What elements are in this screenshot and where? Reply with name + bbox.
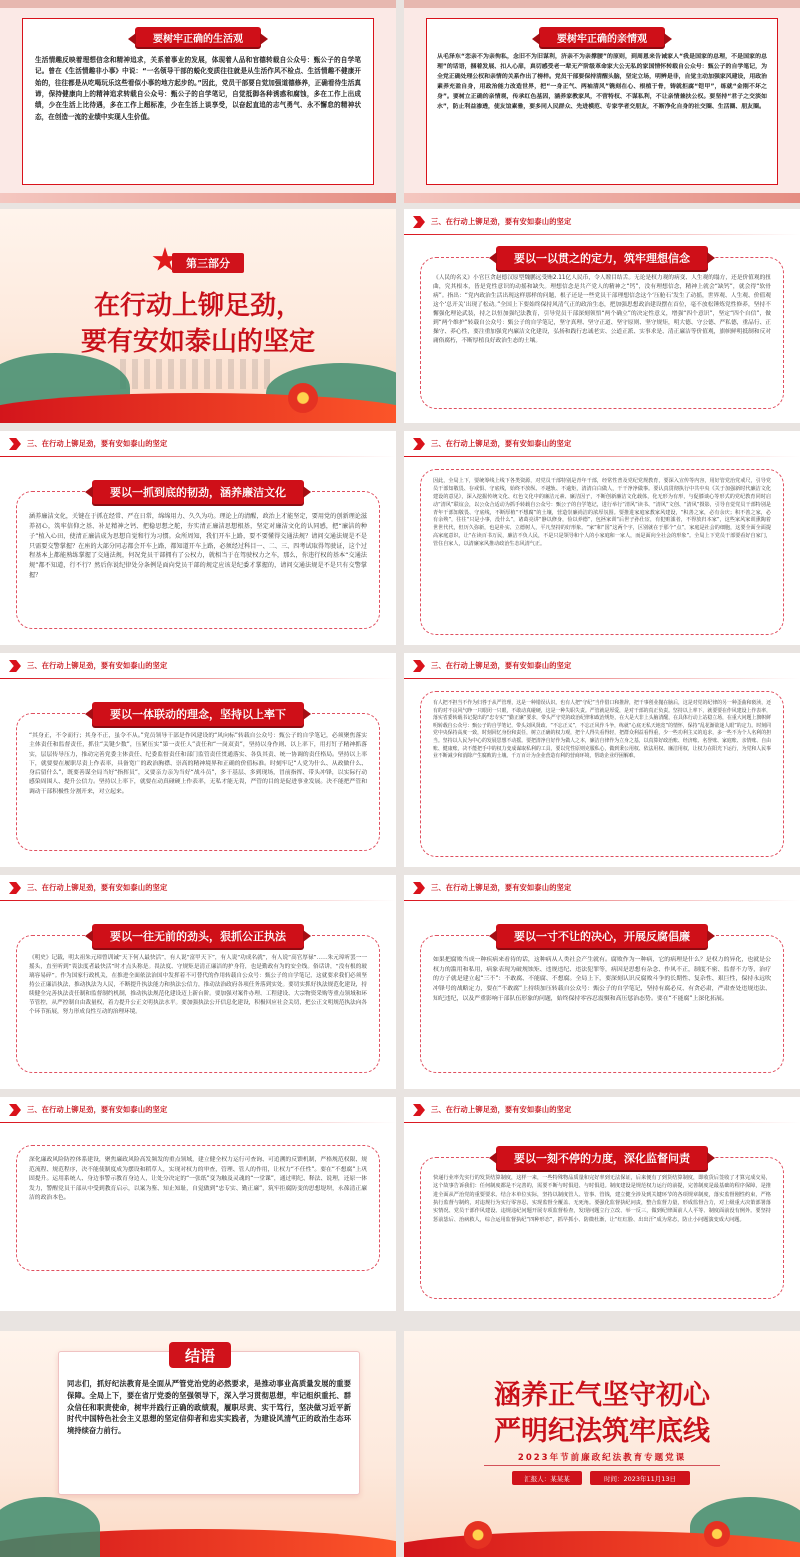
cover-title-line1: 在行动上铆足劲， — [93, 291, 302, 321]
chevron-icon — [9, 438, 21, 450]
section-header — [0, 1097, 396, 1123]
reporter-box — [512, 1471, 582, 1485]
slide-lead-by-example — [0, 653, 396, 867]
content-card — [16, 930, 380, 1073]
content-card — [420, 691, 784, 857]
section-pill: 要以一以贯之的定力，筑牢理想信念 — [496, 246, 708, 270]
section-header — [0, 875, 396, 901]
section-pill: 要以一体联动的理念，坚持以上率下 — [92, 702, 304, 726]
section-pill: 要以一刻不停的力度，深化监督问责 — [496, 1146, 708, 1170]
section-header-text: 三、在行动上铆足劲，要有安如泰山的坚定 — [27, 661, 168, 670]
slide-body-text: 因此，全局上下，要统筹线上线下各类资源，对党员干部特别是青年干部，经常性普及党纪党规教育，要深入宣传等内容，用好管党治党戒尺，引导党员干部知敬畏、存戒惧、守底线，始终不放纵、不越轨、不逾矩，清清白白做人，干干净净做事。要认真贯彻执行中共中央《关于加强新时代廉洁文化建设的意见》，深入挖掘传统文化、红色文化中的廉洁元素、廉洁因子，不断创新廉洁文化载体，化无形为有形，与促膝谈心等形式的党纪教育同时启动“清风”联谊会，以公众合适动为抓手转载自公众号：甄公子的自学笔记，进行举行“清风”读书、“清风”文创、“清风”摄影，引导自觉党员干部特别是青年干部知敬畏、守底线，不断厚植“不想腐”的土壤，营造崇廉尚洁的浓厚氛围。要推进家庭家教家风建设，“积善之家，必有余庆；积不善之家，必有余殃”，往往“只是小事，没什么”，诸葛亮讲“静以修身，俭以养德”，包拯家训“后世子孙仕宦，有犯赃滥者，不得放归本家”，这些家风家训熏陶着世世代代，但历久弥新，也是朴实、立德树人，平凡坚持的好形象。“家”和“国”这两个字，区别就在于那个“点”，家庭是社会的细胞，这要全面全面提高家庭意识，让“在读百书万民，廉洁不负人民，不是只是领导和个人的小家庭和一家人，而是面向全社会的形象”。全局上下党员干部要看好自家门，管住自家人，以清廉家风推动政治生态风清气正。 — [433, 478, 771, 548]
ending-title-line1: 涵养正气坚守初心 — [494, 1380, 710, 1411]
slide-supervision — [404, 1097, 800, 1311]
bottom-strip — [0, 193, 396, 203]
ending-title-line2: 严明纪法筑牢底线 — [494, 1416, 710, 1447]
slide-body-text: 《明史》记载，明太祖朱元璋曾训诫“天下何人最快活”，有人说“富甲天下”，有人说“功成名就”，有人说“高官厚禄”……朱元璋听罢一一摇头，直至听到“畏法度者最快活”时才点头称是。畏法度、守规矩是清正廉洁的护身符，也是勤政有为的安全线。俗话讲，“没有根的玻璃容易碎”。作为国家行政机关，在推进全面依法治国中发挥着不可替代的作用转载自公众号：甄公子的自学笔记，这就要求我们必须坚持公正廉洁执法，推动执法为人民，不断提升执法能力和执法公信力，推动法治政府各项任务落到实处。要切实抓好执法规范化建设，持续健全完善执法责任制和监督制约机制，推动执法规范化建设迈上新台阶。要加强对案件办理、工程建设、大宗物资采购等重点领域和环节管控，从严控制自由裁量权，着力提升公正文明执法水平。要加强执法公开信息化建设，积极回应社会关切，把公正文明规范执法向各个环节拓展，努力形成良性互动的治理环境。 — [29, 955, 367, 1015]
flower-decoration — [464, 1521, 492, 1549]
section-header — [404, 653, 800, 679]
slide-anti-corruption — [404, 875, 800, 1089]
content-card — [420, 930, 784, 1073]
section-header — [404, 1097, 800, 1123]
slide-life-view — [0, 0, 396, 203]
bottom-strip — [404, 193, 800, 203]
slide-body-text: 有人把不担当不作为归咎于从严管理，这是一种错误认识。也有人把“守纪”当作借口和推辞，把干事创业抛在脑后，这是对党的纪律的另一种歪曲和亵渎，还有的对不良风气睁一只眼闭一只眼，不敢动真碰硬，这是一种失职失责。严管就是厚爱，是对干部的真正负责。坚持以上率下，就要要在作风建设上作表率，落实省委转载书记提出的“忠专实”“勤正廉”要求，带头严守党的政治纪律和政治规矩，在大是大非上头脑清醒，在具体行动上站稳立场，在重大问题上旗帜鲜明转载自公众号：甄公子的自学笔记，带头刘风贤政、“不忘正义”，不忘正风作斗争，练就“心底无私天地宽”的情怀，保持“乱花渐欲迷人眼”的定力。时刻同党中央保持高度一致，时刻回忆身份和责任，树立正确的权力观，把个人得失看得轻，把群众利益看得重，少一些功利主义的追求，多一些不为个人名利的担当。坚持以人民为中心的发展思想不动摇。要把清净自好作为做人之本，廉洁自律作为立身之基，以真算好政治账、经济账、名誉账、家庭账、亲情账、自由账、健康账，决不能把手中的权力变成谋取私利的工具，要以党性原则克服私心，做到秉公用权、依法用权、廉洁用权，让权力在阳光下运行，为党和人民事业不断减少和消除产生腐败的土壤。千万百计为企业营造有利的营商环境，帮助企业纾困解难。 — [433, 700, 771, 760]
time-text: 时间：2023年11月13日 — [603, 1474, 677, 1483]
section-pill: 要以一抓到底的韧劲，涵养廉洁文化 — [92, 480, 304, 504]
slide-body-text: 深化廉政风险防控体系建设，聚焦廉政风险高发频发的重点领域，建立健全权力运行可查询、可追溯的反馈机制，严格规范权限、规范流程、规范程序，决不能使制度成为摆设和稻草人，实现对权力的审查，管理、管人的作用，让权力“不任性”。要在“不想腐”上巩固提升。运用系统人、身边事警示教育身边人，让处分决定的“一张纸”变为触及灵魂的“一堂课”，通过明纪、释法、说理，还原一体发力，警醒党员干部从中受到教育启示，以案为鉴、知止知耻，自觉做到“忠专实、勤正廉”，筑牢拒腐防变的思想堤坝，永葆清正廉洁的政治本色。 — [29, 1157, 367, 1202]
slide-lead-by-example-cont — [404, 653, 800, 867]
conclusion-card — [58, 1346, 360, 1495]
time-box — [590, 1471, 690, 1485]
chevron-icon — [413, 438, 425, 450]
slide-conclusion — [0, 1331, 396, 1557]
chevron-icon — [413, 660, 425, 672]
slide-clean-culture — [0, 431, 396, 645]
section-header-text: 三、在行动上铆足劲，要有安如泰山的坚定 — [27, 1105, 168, 1114]
chevron-icon — [9, 1104, 21, 1116]
slide-fair-law-enforcement — [0, 875, 396, 1089]
section-header-text: 三、在行动上铆足劲，要有安如泰山的坚定 — [27, 883, 168, 892]
content-frame — [426, 18, 778, 185]
section-header — [0, 431, 396, 457]
slide-body-text: “其身正，不令而行；其身不正，虽令不从。”党员领导干部是作风建设的“风向标”转载自公众号：甄公子的自学笔记，必须聚焦落实主体责任和监督责任，抓住“关键少数”，压紧压实“第一责任人”责任和“一岗双责”，坚持以身作则、以上率下，用打钉子精神抓落实，层层传导压力，推动完善党委主体责任、纪委监督责任和部门监管责任贯通落实、各负其责、统一协调的责任格局。坚持以上率下，就要要在履职尽责上作表率，具备宽广的政治胸襟、崇高的精神境界和正确的价值标准。时刻牢记“人党为什么、从政做什么、身后留什么”，既要善谋全局当好“指挥员”，又要亲力亲为当好“战斗员”，多干基层、多到现场，冒前指挥、带头冲锋，以实际行动感染周围人、提升公信力。坚持以上率下，就要在动真碰硬上作表率，无私才能无畏，严管的目的是促进事业发展。决不能把严管和调动干部积极性分割开来，对立起来。 — [29, 733, 367, 795]
content-card — [420, 252, 784, 409]
slide-body-text: 从毛泽东“恋亲不为亲徇私，念旧不为旧谋利，济亲不为亲撑腰”的原则，到周恩来告诫家人“我是国家的总理，不是国家的总理”的话语，捆着发展、扣人心扉，真切感受老一辈无产阶级革命家大公无私的家国情怀转载自公众号：甄公子的自学笔记，为全党正确处理公权和亲情的关系作出了榜样。党员干部要保持清醒头脑，坚定立场，明辨是非，自觉主动加强家风建设，用政治素养充盈自身，用政治能力改造世界，把“一身正气、两袖清风”镌刻在心、根植于骨，铸就拒腐“铠甲”，练就“金刚不坏之身”。要树立正确的亲情观，传承红色基因，涵养家教家风，不营特权、不谋私利，不让亲情兼扶公权。要坚持“君子之交淡如水”，防止利益渗透，使友谊素雅，要多同人民群众、先进模范、专家学者交朋友，不断净化自身的社交圈、生活圈、朋友圈。 — [437, 54, 767, 110]
section-header-text: 三、在行动上铆足劲，要有安如泰山的坚定 — [27, 439, 168, 448]
content-frame — [22, 18, 374, 185]
ending-divider — [484, 1465, 720, 1466]
green-mountain-image — [0, 1497, 100, 1557]
section-header — [404, 209, 800, 235]
chevron-icon — [9, 882, 21, 894]
chevron-icon — [413, 216, 425, 228]
content-card — [420, 1152, 784, 1299]
section-header-text: 三、在行动上铆足劲，要有安如泰山的坚定 — [431, 883, 572, 892]
slide-body-text: 生活情趣反映着理想信念和精神追求，关系着事业的发展，体现着人品和官德转载自公众号：甄公子的自学笔记。曾在《生活情趣非小事》中说：“一名领导干部的蜕化变质往往就是从生活作风不检点、生活情趣不健康开始的，往往都是从吃喝玩乐这些看似小事的地方起步的。”因此，党员干部要自觉加强道德修养，正确看待生活真谛，保持健康向上的精神追求转载自公众号：甄公子的自学笔记，自觉抵御各种诱惑和腐蚀，多在工作上出成绩，少在生活上比待遇，多在工作上超标准，少在生活上谈享受，以奋起直追的志气勇气、永不懈怠的精神状态，在创造一流的业绩中实现人生价值。 — [35, 56, 361, 121]
section-header-text: 三、在行动上铆足劲，要有安如泰山的坚定 — [431, 439, 572, 448]
slide-clean-culture-cont — [404, 431, 800, 645]
conclusion-body-text: 同志们，抓好纪法教育是全面从严管党治党的必然要求，是推动事业高质量发展的重要保障。全局上下，要在省厅党委的坚强领导下，深入学习贯彻思想，牢记组织重托、群众信任和职责使命，树牢并践行正确的政绩观，履职尽责、实干笃行，坚决做习近平新时代中国特色社会主义思想的坚定信仰者和忠实实践者，为建设风清气正的政治生态环境持续奋力前行。 — [67, 1379, 351, 1436]
section-header — [0, 653, 396, 679]
slide-body-text: 《人民的名义》小官巨贪赵德汉原型魏鹏远受贿2.11亿人民币，令人瞠目结舌。无论是权力观的病变、人生观的塌方，还是价值观的扭曲，究其根本，皆是党性意识的动摇和缺失。理想信念是共产党人的精神之“钙”，没有理想信念，精神上就会“缺钙”，就会得“软骨病”。指出：“党内政治生活出现这样那样的问题，根子还是一些党员干部理想信念这个‘压舱石’发生了动摇，世界观、人生观、价值观这个‘总开关’出现了松动。”全国上下要始终保持风清气正的政治生态，把加强思想政治建设摆在首位，毫不放松锤炼党性修养，坚持不懈强化理论武装，持之以恒加强纪法教育，引导党员干部深刻领悟“两个确立”的决定性意义，增强“四个意识”，坚定“四个自信”，做到“两个维护”转载自公众号：甄公子的自学笔记，坚守真理、坚守正道、坚守原则、坚守规矩，明大德、守公德、严私德，重品行、正操守、养心性，要注重加强党内廉洁文化建设，弘扬和践行忠诚老实、公道正派、实事求是、清正廉洁等价值观，旗帜鲜明抵制和反对庸俗腐朽，不断厚植良好政治生态的土壤。 — [433, 275, 771, 344]
content-card — [16, 708, 380, 851]
section-header — [404, 431, 800, 457]
part-badge: 第三部分 — [172, 253, 244, 273]
slide-ideals — [404, 209, 800, 423]
chevron-icon — [413, 1104, 425, 1116]
flower-decoration — [704, 1521, 730, 1547]
slide-body-text: 如果把腐败当成一种疾病来看待的话，这种病从人类社会产生就有。腐败作为一种病，它的病理是什么？是权力的异化，也就是公权力的滥用和私用，病象表现为破规蚀矩、违规违纪、违法犯罪等，病因是思想有杂念、作风不正，制度不密、监督不力等，治疗的方子就是建立起“三不”：不敢腐、不能腐、不想腐。全局上下，要深刻认识反腐败斗争的长期性、复杂性、艰巨性，保持永远吹冲锋号的战略定力，要在“不敢腐”上持续加压转载自公众号：甄公子的自学笔记，坚持有腐必反、有贪必肃，严肃查处违规违法、知纪违纪，以及严重影响干部队伍形象的问题，始终保持零容忍震慑和高压惩治态势。要在“不能腐”上深化拓展。 — [433, 957, 771, 1002]
content-card — [420, 469, 784, 635]
slide-body-text: 快递行业率先实行的发货结算制度，这样一来，一些特殊物品质量和完好率到无法保证，后来便有了到货结算制度，即收货后签收了才算完成交易，这个故事告诉我们：任何制度都是不完善的，需要不断与时俱进、与时俱进。制度建设是规范权力运行的前提，完善制度是最基础的程序保障，是推进全面从严治党的重要要求。结合本单位实际，坚持以制度管人、管事、管钱，建立健全涉及到关键环节的各项规章制度，落实监督刚性约束，严格执行监督与制约，对违规行为实行零容忍，实现监督全覆盖、无死角。要强化监督执纪问责，整合监督力量，形成监督合力，对上级重大决策部署落实情况、党员干部作风建设、违规违纪问题开展专项监督检查，发现问题立行立改、举一反三，做到纪律面前人人平等、制度面前没有例外。要坚持惩前毖后、治病救人，综合运用监督执纪“四种形态”，抓早抓小、防微杜渐，让“红红脸、出出汗”成为常态，防止小问题演变成大问题。 — [433, 1175, 771, 1223]
slide-anti-corruption-cont — [0, 1097, 396, 1311]
chevron-icon — [9, 660, 21, 672]
section-pill: 要树牢正确的亲情观 — [539, 27, 665, 47]
slide-part-three-cover — [0, 209, 396, 423]
section-pill: 要树牢正确的生活观 — [135, 27, 261, 47]
conclusion-badge: 结语 — [169, 1342, 231, 1368]
top-strip — [0, 0, 396, 8]
flower-decoration — [288, 383, 318, 413]
slide-family-view — [404, 0, 800, 203]
section-pill: 要以一往无前的劲头，狠抓公正执法 — [92, 924, 304, 948]
reporter-text: 汇报人：某某某 — [524, 1474, 570, 1483]
section-header-text: 三、在行动上铆足劲，要有安如泰山的坚定 — [431, 1105, 572, 1114]
ending-subtitle: 2023年节前廉政纪法教育专题党课 — [517, 1453, 687, 1463]
city-skyline-image — [120, 359, 276, 389]
cover-title-line2: 要有安如泰山的坚定 — [80, 327, 315, 357]
slide-body-text: 涵养廉洁文化，关键在于抓在经常、严在日常，绵绵用力、久久为功。理论上的清醒，政治上才能坚定，要用党的创新理论滋养初心，筑牢信仰之基、补足精神之钙、把稳思想之舵，夯实清正廉洁思想根基，坚定对廉洁文化的认同感，把“廉洁的种子”植入心田，使清正廉洁成为思想自觉和行为习惯。众所周知，我们开车上路，要不要懂得交通法规？请问交通法规是不是只需要交警掌握？在座的大部分同志都会开车上路，都知道开车上路，必须经过科目一、二、三、四考试取得驾驶证，这个过程基本上都能熟练掌握了交通法规，何况党员干部拥有了公权力，就相当于在驾驶权力之车，那么，你违行权的基本“交通法规”都不知道，行不行？然后你说纪律处分条例是面向党员干部的规定应该是纪委才掌握的，请问交通法规是不是只有交警掌握？ — [29, 513, 367, 580]
section-pill: 要以一寸不让的决心，开展反腐倡廉 — [496, 924, 708, 948]
content-card — [16, 1145, 380, 1271]
slide-ending-cover — [404, 1331, 800, 1557]
section-header — [404, 875, 800, 901]
top-strip — [404, 0, 800, 8]
section-header-text: 三、在行动上铆足劲，要有安如泰山的坚定 — [431, 661, 572, 670]
chevron-icon — [413, 882, 425, 894]
red-wave-decoration — [0, 393, 396, 423]
content-card — [16, 486, 380, 629]
section-header-text: 三、在行动上铆足劲，要有安如泰山的坚定 — [431, 217, 572, 226]
